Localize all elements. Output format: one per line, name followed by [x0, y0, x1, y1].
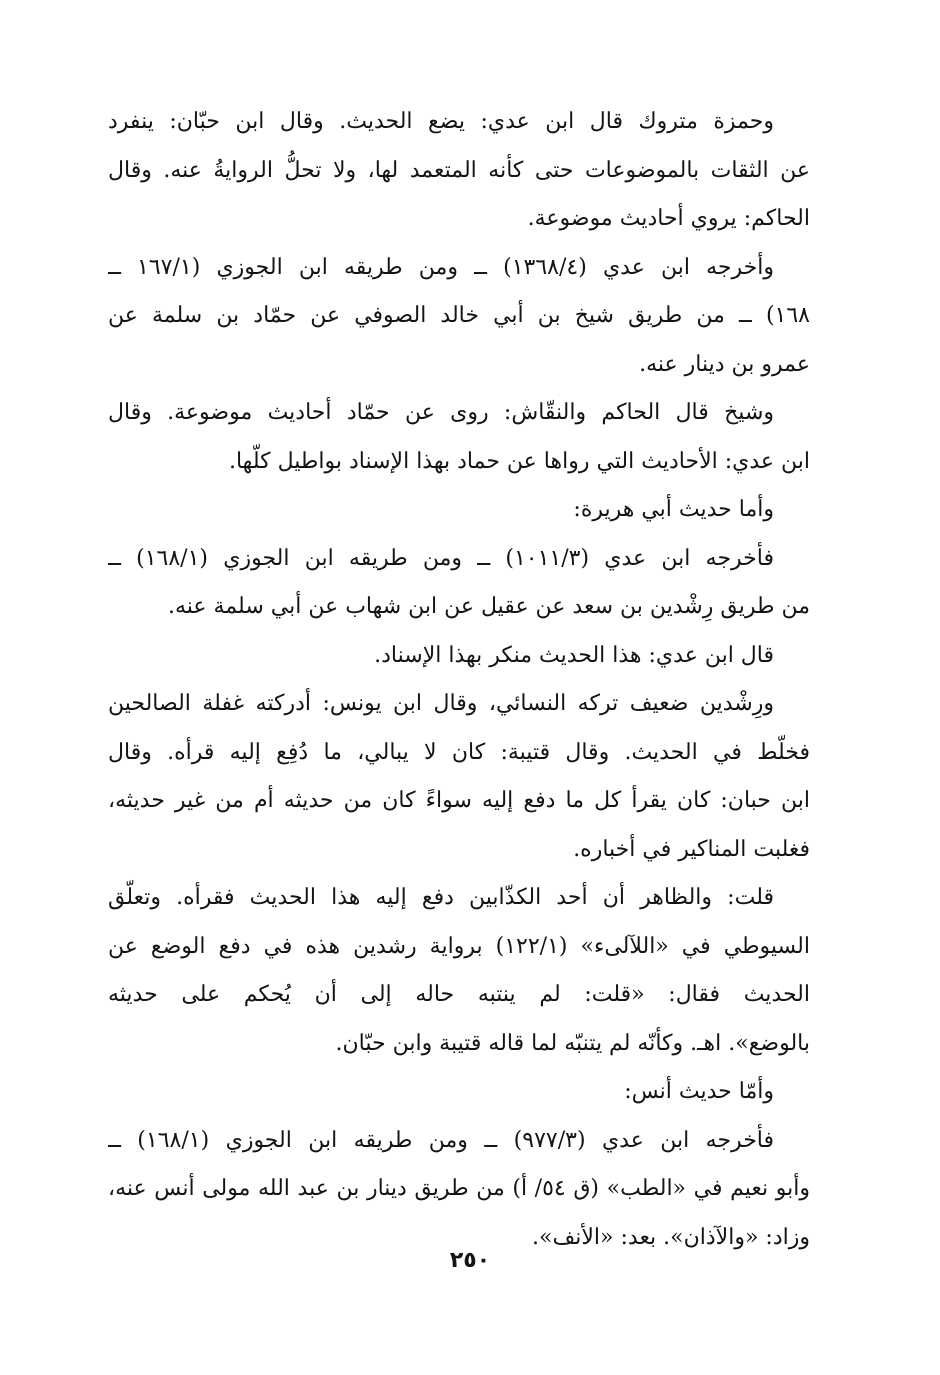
text-line: الحاكم: يروي أحاديث موضوعة.	[527, 206, 810, 231]
paragraph-ibn-adi-munkar	[108, 632, 810, 681]
text-line: فغلبت المناكير في أخباره.	[573, 836, 810, 862]
text-line: فأخرجه ابن عدي (١٠١١/٣) ــ ومن طريقه ابن الجوزي (١٦٨/١) ــ	[108, 545, 775, 571]
paragraph-shaykh	[108, 389, 810, 486]
text-line: وحمزة متروك قال ابن عدي: يضع الحديث. وقال ابن حبّان: ينفرد	[108, 109, 774, 134]
text-line: السيوطي في «اللآلىء» (١٢٢/١) برواية رشدين هذه في دفع الوضع عن	[108, 933, 810, 959]
paragraph-anas-takhrij	[108, 1117, 810, 1263]
page-body	[108, 98, 810, 1262]
text-line: وزاد: «والآذان». بعد: «الأنف».	[532, 1224, 810, 1250]
text-line: وأما حديث أبي هريرة:	[573, 497, 774, 522]
text-line: عمرو بن دينار عنه.	[639, 351, 810, 377]
text-line: ابن عدي: الأحاديث التي رواها عن حماد بهذا الإسناد بواطيل كلّها.	[228, 448, 810, 474]
text-line: ابن حبان: كان يقرأ كل ما دفع إليه سواءً كان من حديثه أم من غير حديثه،	[108, 788, 810, 813]
text-line: الحديث فقال: «قلت: لم ينتبه حاله إلى أن يُحكم على حديثه	[108, 982, 810, 1007]
heading-anas	[108, 1068, 810, 1117]
text-line: ١٦٨) ــ من طريق شيخ بن أبي خالد الصوفي عن حمّاد بن سلمة عن	[108, 303, 810, 328]
text-line: فخلّط في الحديث. وقال قتيبة: كان لا يبالي، ما دُفِع إليه قرأه. وقال	[108, 739, 810, 765]
text-line: وشيخ قال الحاكم والنقّاش: روى عن حمّاد أحاديث موضوعة. وقال	[108, 400, 774, 425]
text-line: وأمّا حديث أنس:	[624, 1079, 774, 1104]
paragraph-hamza-matruk	[108, 98, 810, 244]
text-line: وأبو نعيم في «الطب» (ق ٥٤/ أ) من طريق دينار بن عبد الله مولى أنس عنه،	[108, 1176, 810, 1201]
text-line: وأخرجه ابن عدي (١٣٦٨/٤) ــ ومن طريقه ابن الجوزي (١٦٧/١ ــ	[108, 254, 775, 280]
page-number: ٢٥٠	[449, 1248, 491, 1273]
text-line: فأخرجه ابن عدي (٩٧٧/٣) ــ ومن طريقه ابن الجوزي (١٦٨/١) ــ	[108, 1127, 775, 1153]
paragraph-ibn-adi-takhrij	[108, 244, 810, 390]
paragraph-rishdin	[108, 680, 810, 874]
text-line: عن الثقات بالموضوعات حتى كأنه المتعمد لها، ولا تحلُّ الروايةُ عنه. وقال	[108, 157, 810, 183]
text-line: قلت: والظاهر أن أحد الكذّابين دفع إليه هذا الحديث فقرأه. وتعلّق	[108, 885, 774, 910]
text-line: من طريق رِشْدين بن سعد عن عقيل عن ابن شهاب عن أبي سلمة عنه.	[167, 594, 810, 619]
text-line: ورِشْدين ضعيف تركه النسائي، وقال ابن يونس: أدركته غفلة الصالحين	[108, 691, 774, 716]
heading-abu-hurayra	[108, 486, 810, 535]
text-line: قال ابن عدي: هذا الحديث منكر بهذا الإسناد.	[374, 642, 774, 668]
text-line: بالوضع». اهـ. وكأنّه لم يتنبّه لما قاله قتيبة وابن حبّان.	[335, 1030, 810, 1056]
paragraph-abu-hurayra-takhrij	[108, 535, 810, 632]
paragraph-qultu	[108, 874, 810, 1068]
